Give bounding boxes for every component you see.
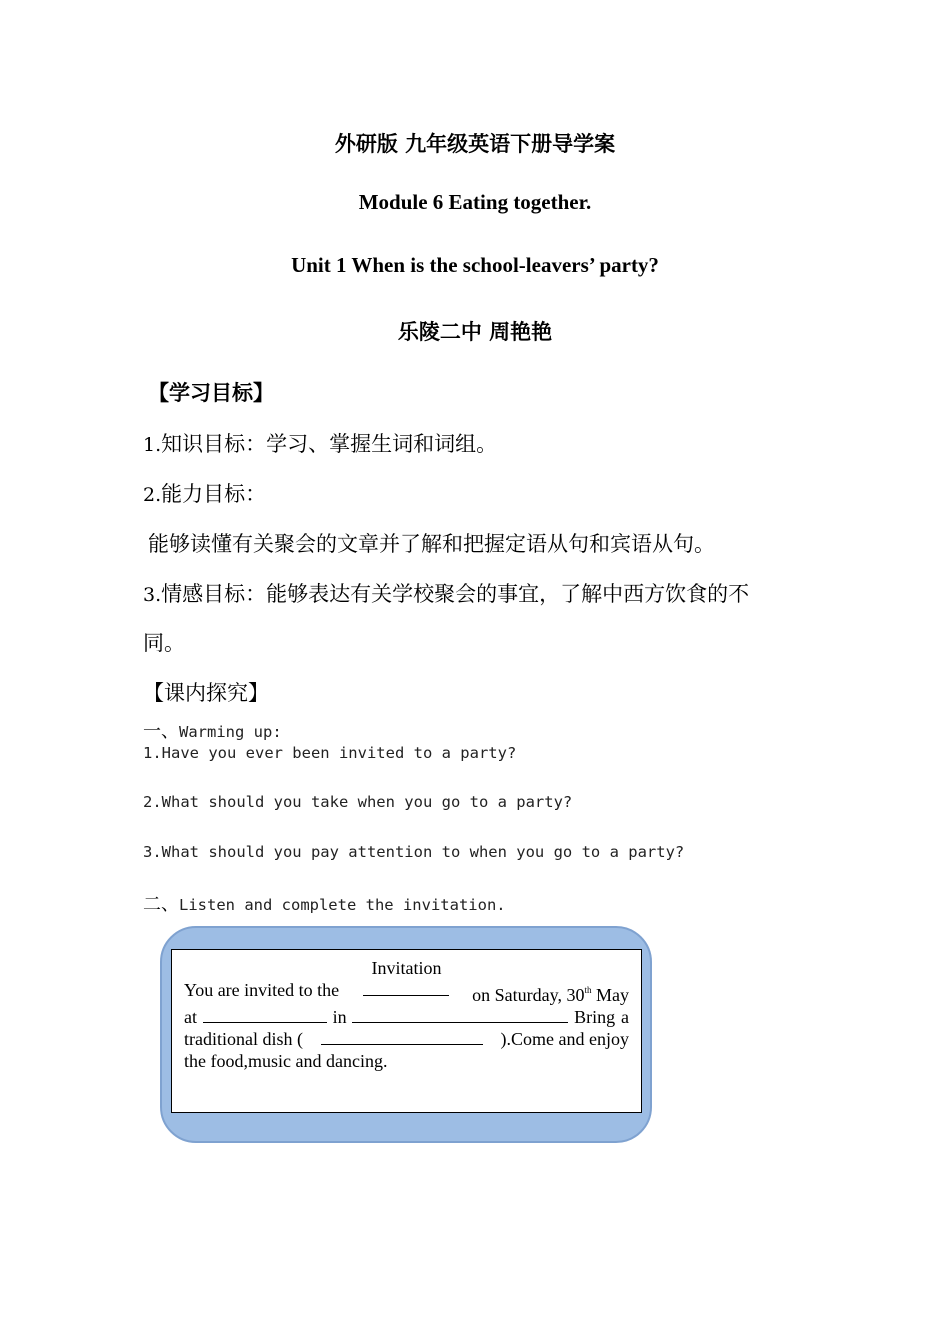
blank-dish[interactable] xyxy=(321,1028,483,1045)
invitation-card xyxy=(171,949,642,1113)
invitation-text: ).Come and enjoy xyxy=(500,1029,629,1049)
goal-3-continued: 同。 xyxy=(143,631,185,655)
goal-2 xyxy=(143,478,266,508)
blank-place[interactable] xyxy=(352,1006,568,1023)
question-3: 3.What should you pay attention to when you go to a party? xyxy=(143,843,685,861)
doc-title: 外研版 九年级英语下册导学案 xyxy=(334,132,616,156)
goal-3 xyxy=(143,578,749,608)
invitation-text: a xyxy=(620,1007,629,1027)
part-2-title: Listen and complete the invitation. xyxy=(179,896,506,914)
goal-3-text: 情感目标：能够表达有关学校聚会的事宜，了解中西方饮食的不 xyxy=(161,582,750,606)
invitation-line-3 xyxy=(184,1028,629,1050)
invitation-line-1 xyxy=(184,979,629,1006)
invitation-title: Invitation xyxy=(371,958,442,978)
module-title: Module 6 Eating together. xyxy=(358,190,592,214)
invitation-month: May xyxy=(591,985,629,1005)
invitation-text: Bring xyxy=(574,1007,616,1027)
blank-time[interactable] xyxy=(203,1006,327,1023)
invitation-date-suffix: th xyxy=(584,985,592,995)
question-1: 1.Have you ever been invited to a party? xyxy=(143,744,517,762)
question-2: 2.What should you take when you go to a party? xyxy=(143,793,573,811)
part-1-label: 一、 xyxy=(143,721,179,742)
invitation-text: in xyxy=(332,1007,347,1027)
invitation-line-2 xyxy=(184,1006,629,1028)
part-1-heading xyxy=(143,717,282,743)
goal-3-number: 3. xyxy=(143,584,162,606)
goal-2-number: 2. xyxy=(143,484,162,506)
unit-title: Unit 1 When is the school-leavers’ party? xyxy=(291,253,659,277)
goal-2-text: 能力目标： xyxy=(161,482,267,506)
blank-event[interactable] xyxy=(363,979,449,996)
part-2-heading xyxy=(143,890,506,916)
part-1-title: Warming up: xyxy=(179,723,282,741)
invitation-text: at xyxy=(184,1007,197,1027)
invitation-date-text: on Saturday, 30 xyxy=(472,985,585,1005)
invitation-date xyxy=(472,979,629,1006)
invitation-line-4: the food,music and dancing. xyxy=(184,1051,388,1071)
invitation-text: You are invited to the xyxy=(184,980,340,1000)
goal-1-number: 1. xyxy=(143,434,162,456)
goals-heading: 【学习目标】 xyxy=(148,381,274,405)
author-line: 乐陵二中 周艳艳 xyxy=(397,320,553,344)
part-2-label: 二、 xyxy=(143,894,179,915)
goal-1-text: 知识目标：学习、掌握生词和词组。 xyxy=(161,432,498,456)
goal-2-detail: 能够读懂有关聚会的文章并了解和把握定语从句和宾语从句。 xyxy=(148,532,715,556)
invitation-text: traditional dish ( xyxy=(184,1029,303,1049)
explore-heading: 【课内探究】 xyxy=(143,681,269,705)
goal-1 xyxy=(143,428,497,458)
